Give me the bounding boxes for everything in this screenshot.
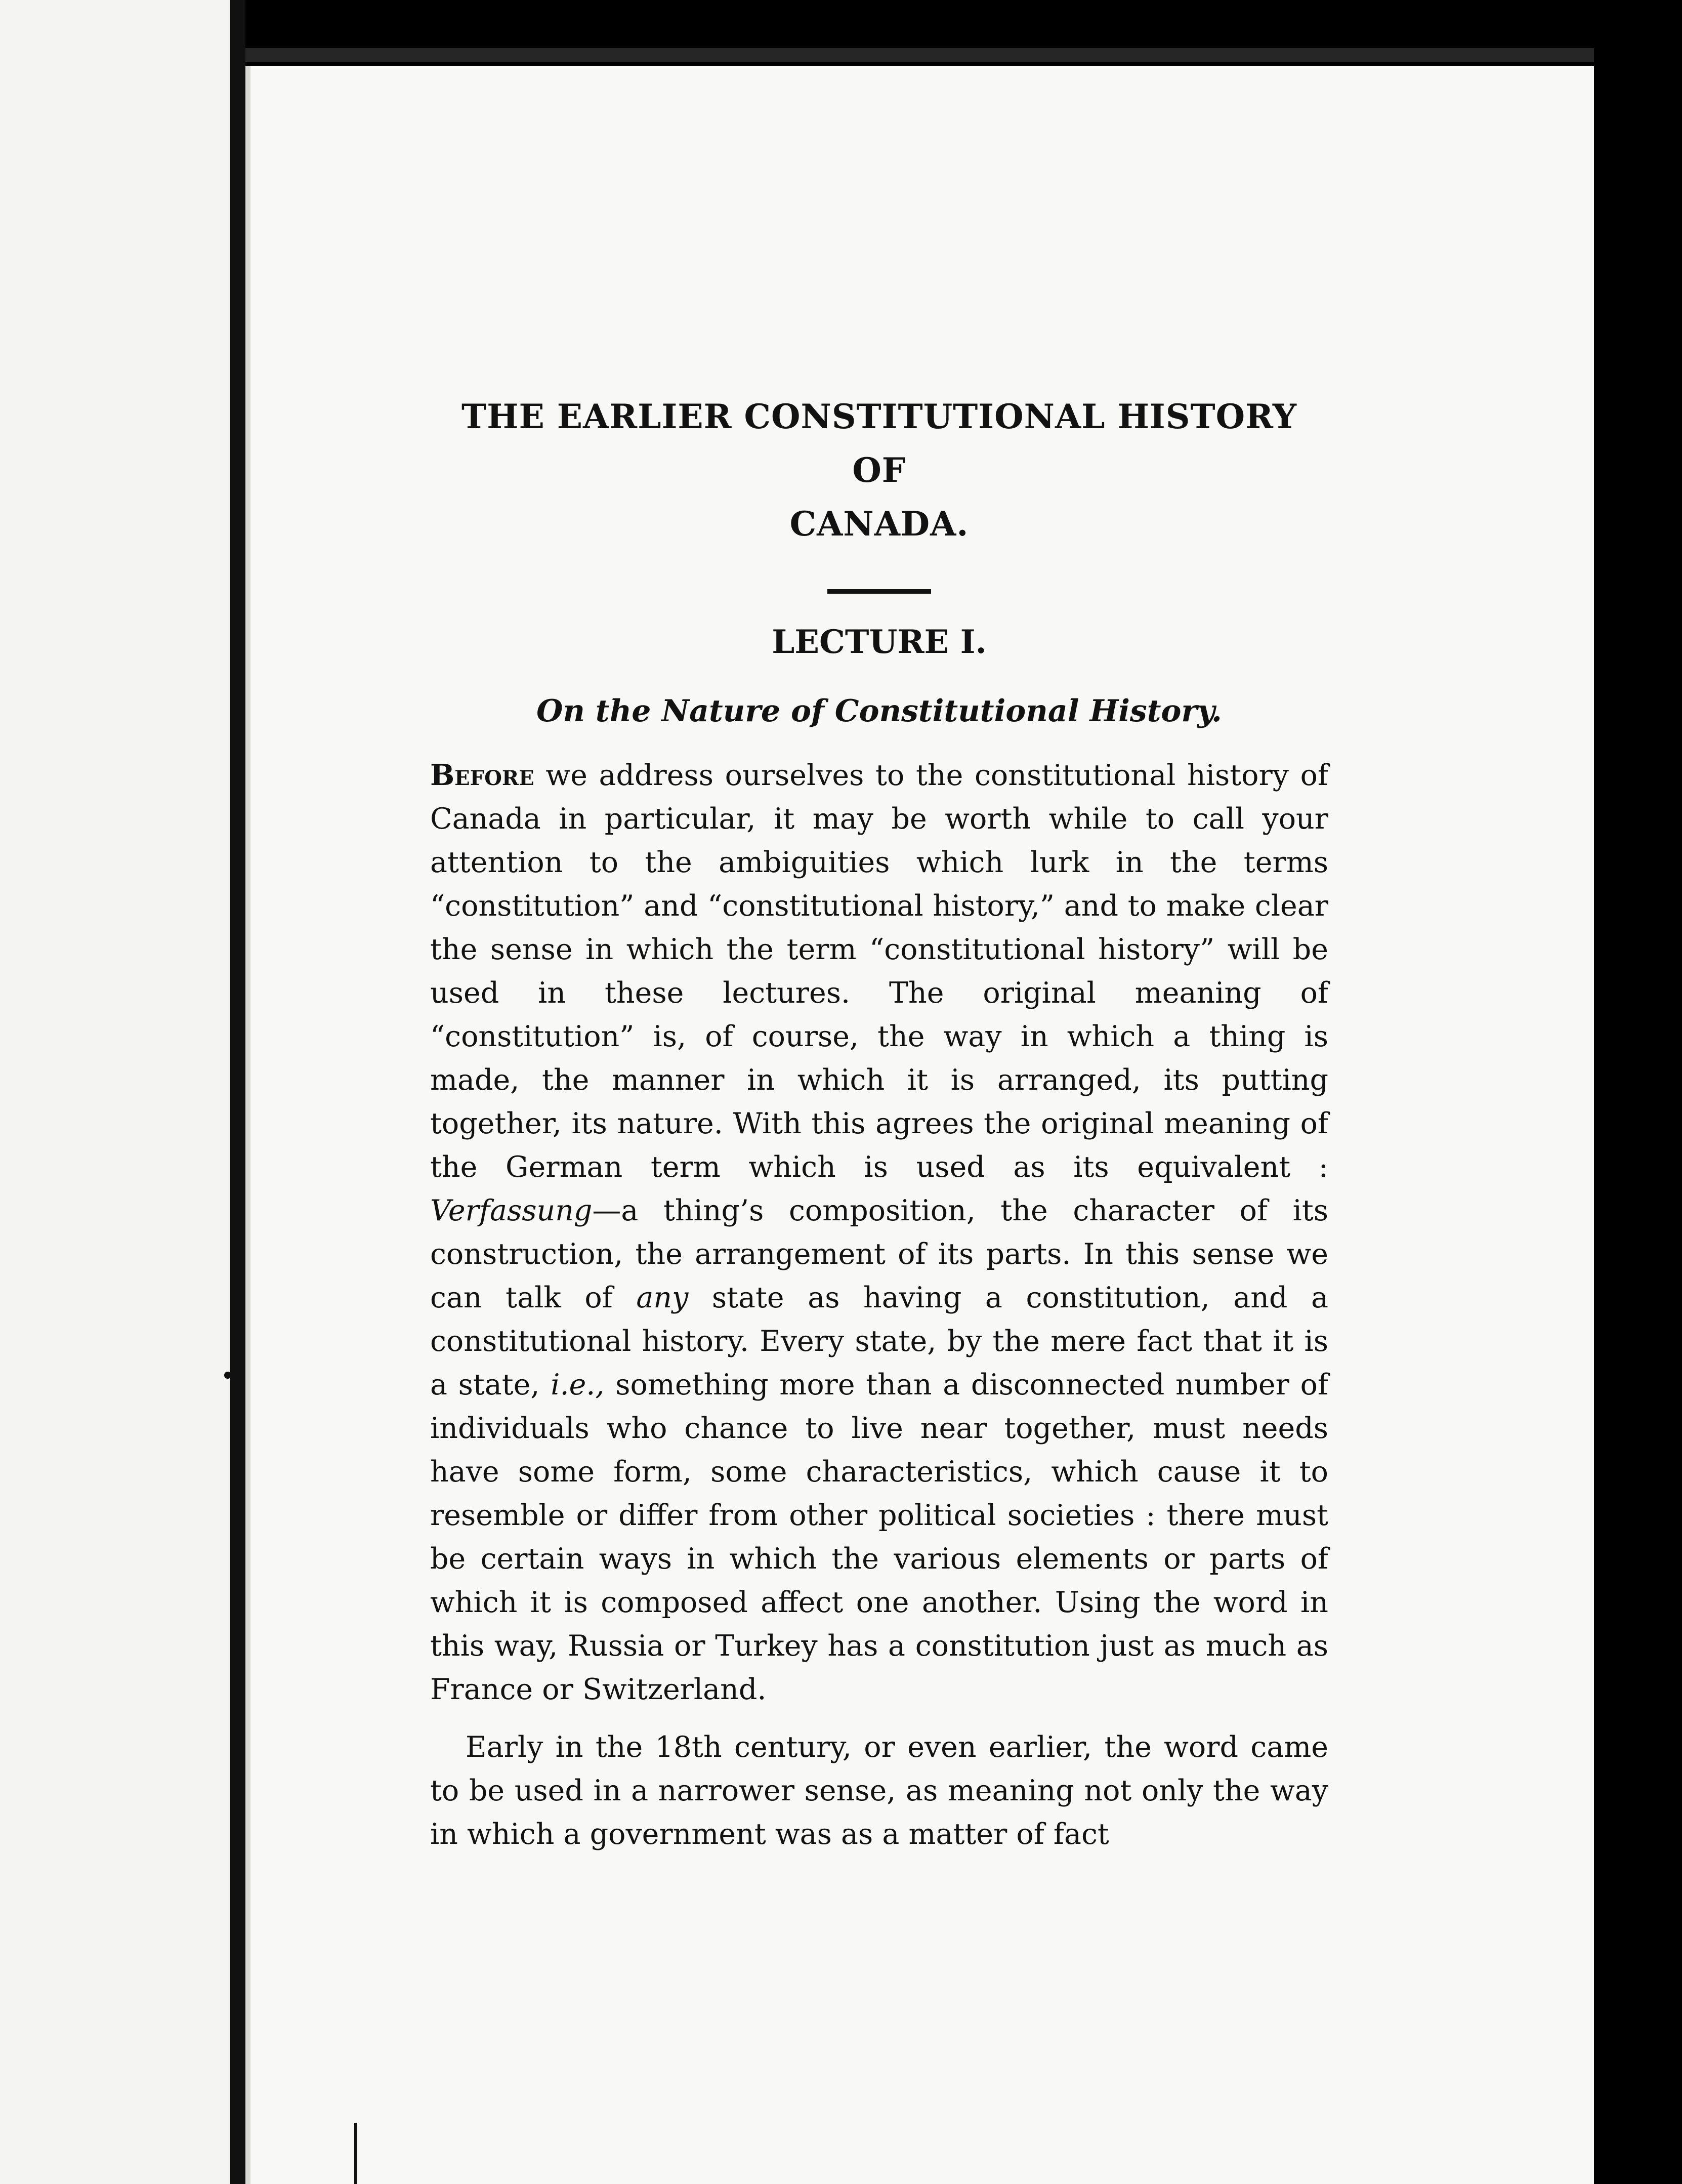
paragraph-1-italic-term: Verfassung — [430, 1194, 593, 1227]
lecture-heading: LECTURE I. — [772, 623, 987, 661]
paragraph-1-italic-any: any — [636, 1281, 689, 1314]
scan-bottom-mark — [354, 2123, 357, 2184]
opening-word: Before — [430, 758, 534, 792]
paragraph-1-italic-ie: i.e., — [551, 1368, 605, 1402]
book-title-line-2: CANADA. — [789, 504, 969, 544]
left-page — [0, 0, 230, 2184]
book-title-line-1: THE EARLIER CONSTITUTIONAL HISTORY OF — [461, 397, 1297, 490]
title-rule — [827, 589, 931, 594]
paragraph-2: Early in the 18th century, or even earlier, the word came to be used in a narrower sense, as meaning not only the way in which a government was as a matter of fact — [430, 1730, 1328, 1851]
paragraph-1-text-d: something more than a disconnected number of individuals who chance to live near together, must needs have some form, some characteristics, which cause it to resemble or differ from other political societies : there must be certain ways in which the various elements or parts of which it is composed affect one another. Using the word in this way, Russia or Turkey has a constitution just as much as France or Switzerland. — [430, 1368, 1328, 1706]
book-title — [430, 390, 1328, 551]
paragraph-1-text-a: we address ourselves to the constitutional history of Canada in particular, it may be worth while to call your attention to the ambiguities which lurk in the terms “constitution” and “constitutional history,” and to make clear the sense in which the term “constitutional history” will be used in these lectures. The original meaning of “constitution” is, of course, the way in which a thing is made, the manner in which it is arranged, its putting together, its nature. With this agrees the original meaning of the German term which is used as its equivalent : — [430, 759, 1328, 1184]
page-top-edge — [245, 48, 1594, 62]
book-gutter — [230, 0, 245, 2184]
paragraph-1-text-c: state as having a constitution, and a constitutional history. Every state, by the mere fact that it is a state, — [430, 1281, 1328, 1402]
margin-mark — [234, 490, 241, 497]
lecture-subtitle: On the Nature of Constitutional History. — [536, 693, 1222, 729]
page-text — [430, 390, 1328, 1856]
paragraph-1 — [430, 754, 1328, 1711]
margin-mark — [224, 1372, 231, 1379]
page-edge-shadow — [245, 66, 250, 2184]
margin-mark — [232, 670, 239, 677]
paragraph-1-text-b: —a thing’s composition, the character of its construction, the arrangement of its parts. In this sense we can talk of — [430, 1194, 1328, 1314]
